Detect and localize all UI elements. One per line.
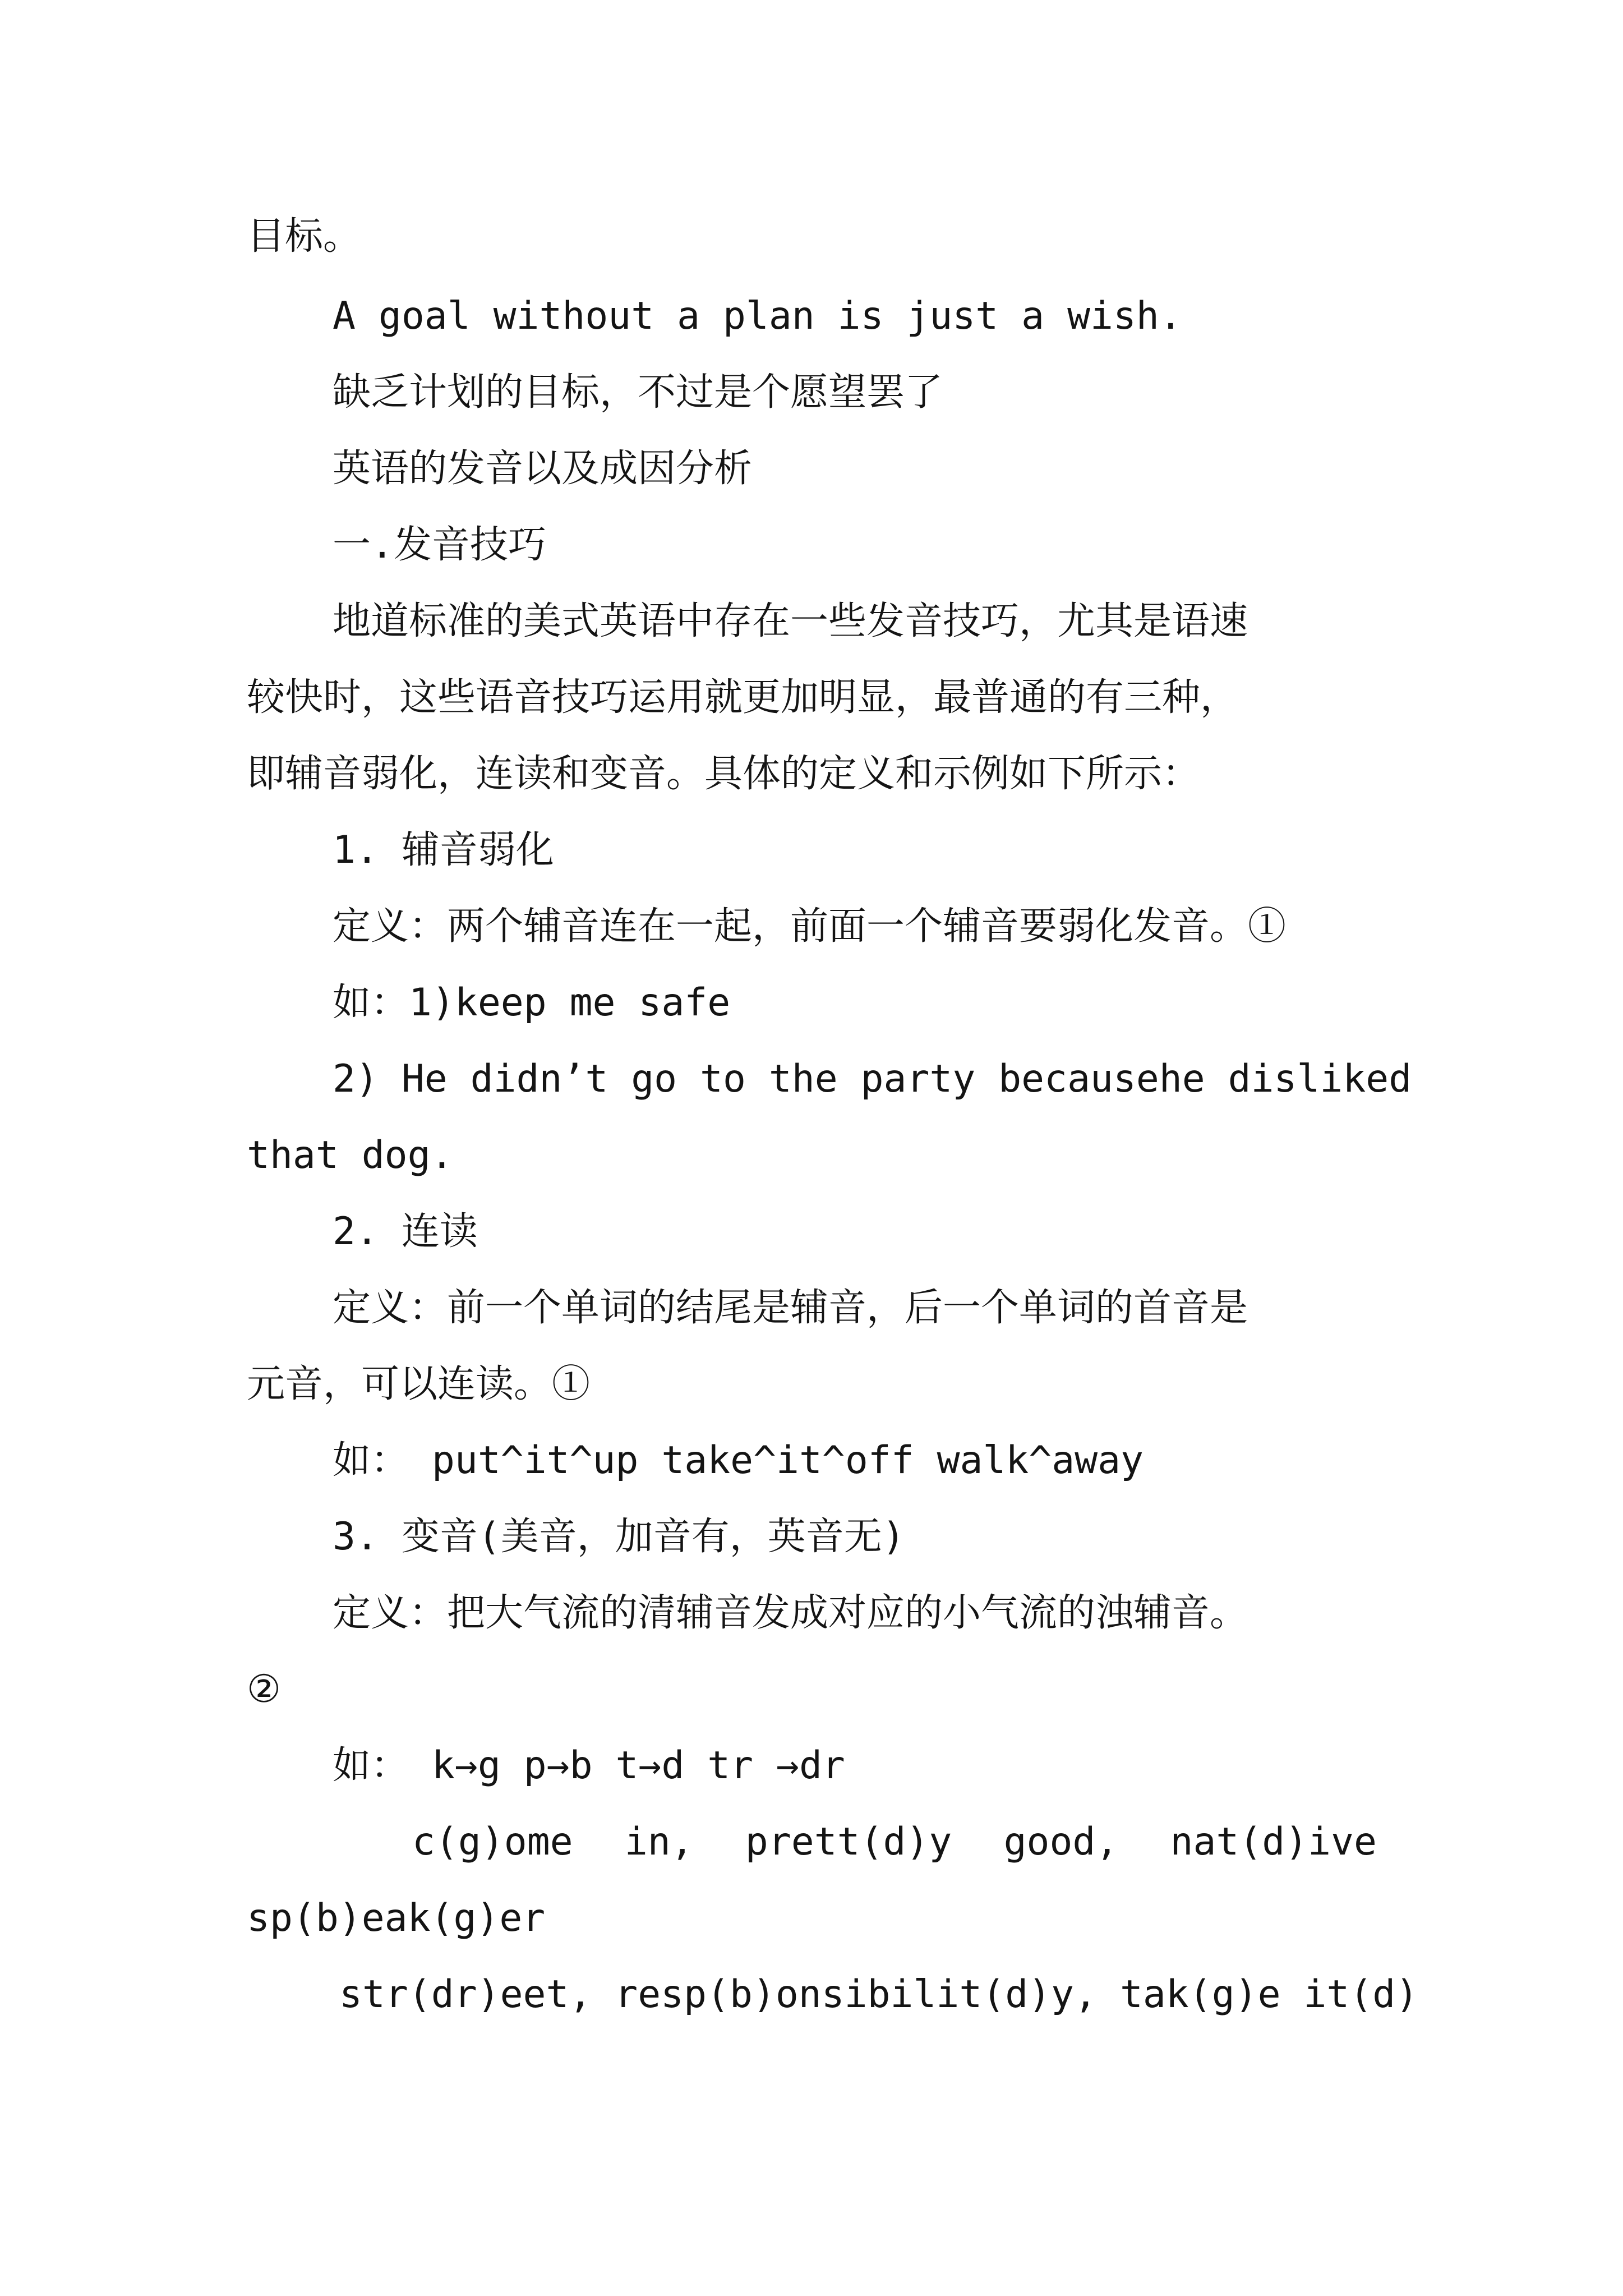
subsection-heading: 3. 变音(美音，加音有，英音无) <box>333 1515 905 1559</box>
example-word: nat(d)ive <box>1170 1820 1377 1864</box>
definition-line: 定义：前一个单词的结尾是辅音，后一个单词的首音是 <box>333 1286 1248 1330</box>
definition-line: 定义：把大气流的清辅音发成对应的小气流的浊辅音。 <box>333 1591 1248 1635</box>
example-line: 如： k→g p→b t→d tr →dr <box>333 1743 845 1788</box>
paragraph-line: 地道标准的美式英语中存在一些发音技巧，尤其是语速 <box>333 599 1248 643</box>
example-line: str(dr)eet, resp(b)onsibilit(d)y, tak(g)e it(d) <box>339 1972 1419 2017</box>
example-line: 如： put^it^up take^it^off walk^away <box>333 1438 1144 1483</box>
example-line: 2) He didn’t go to the party becausehe disliked <box>333 1057 1412 1101</box>
subsection-heading: 1. 辅音弱化 <box>333 828 554 872</box>
example-line: sp(b)eak(g)er <box>247 1896 546 1940</box>
example-word: prett(d)y <box>745 1820 952 1864</box>
paragraph-line: 较快时，这些语音技巧运用就更加明显，最普通的有三种， <box>247 675 1239 720</box>
quote-english: A goal without a plan is just a wish. <box>333 294 1182 338</box>
example-line: 如：1)keep me safe <box>333 981 731 1025</box>
definition-line: 定义：两个辅音连在一起，前面一个辅音要弱化发音。① <box>333 904 1287 949</box>
example-word: good, <box>1003 1820 1119 1864</box>
quote-chinese: 缺乏计划的目标，不过是个愿望罢了 <box>333 370 943 415</box>
example-word: c(g)ome <box>412 1820 573 1864</box>
paragraph-line: 目标。 <box>247 214 362 259</box>
article-title: 英语的发音以及成因分析 <box>333 447 753 491</box>
footnote-mark: ② <box>247 1667 281 1711</box>
definition-line: 元音，可以连读。① <box>247 1362 591 1406</box>
example-line: that dog. <box>247 1133 454 1177</box>
example-word: in, <box>624 1820 694 1864</box>
example-line <box>412 1820 1377 1864</box>
section-heading: 一.发音技巧 <box>333 523 546 567</box>
subsection-heading: 2. 连读 <box>333 1209 478 1254</box>
paragraph-line: 即辅音弱化，连读和变音。具体的定义和示例如下所示： <box>247 752 1201 796</box>
